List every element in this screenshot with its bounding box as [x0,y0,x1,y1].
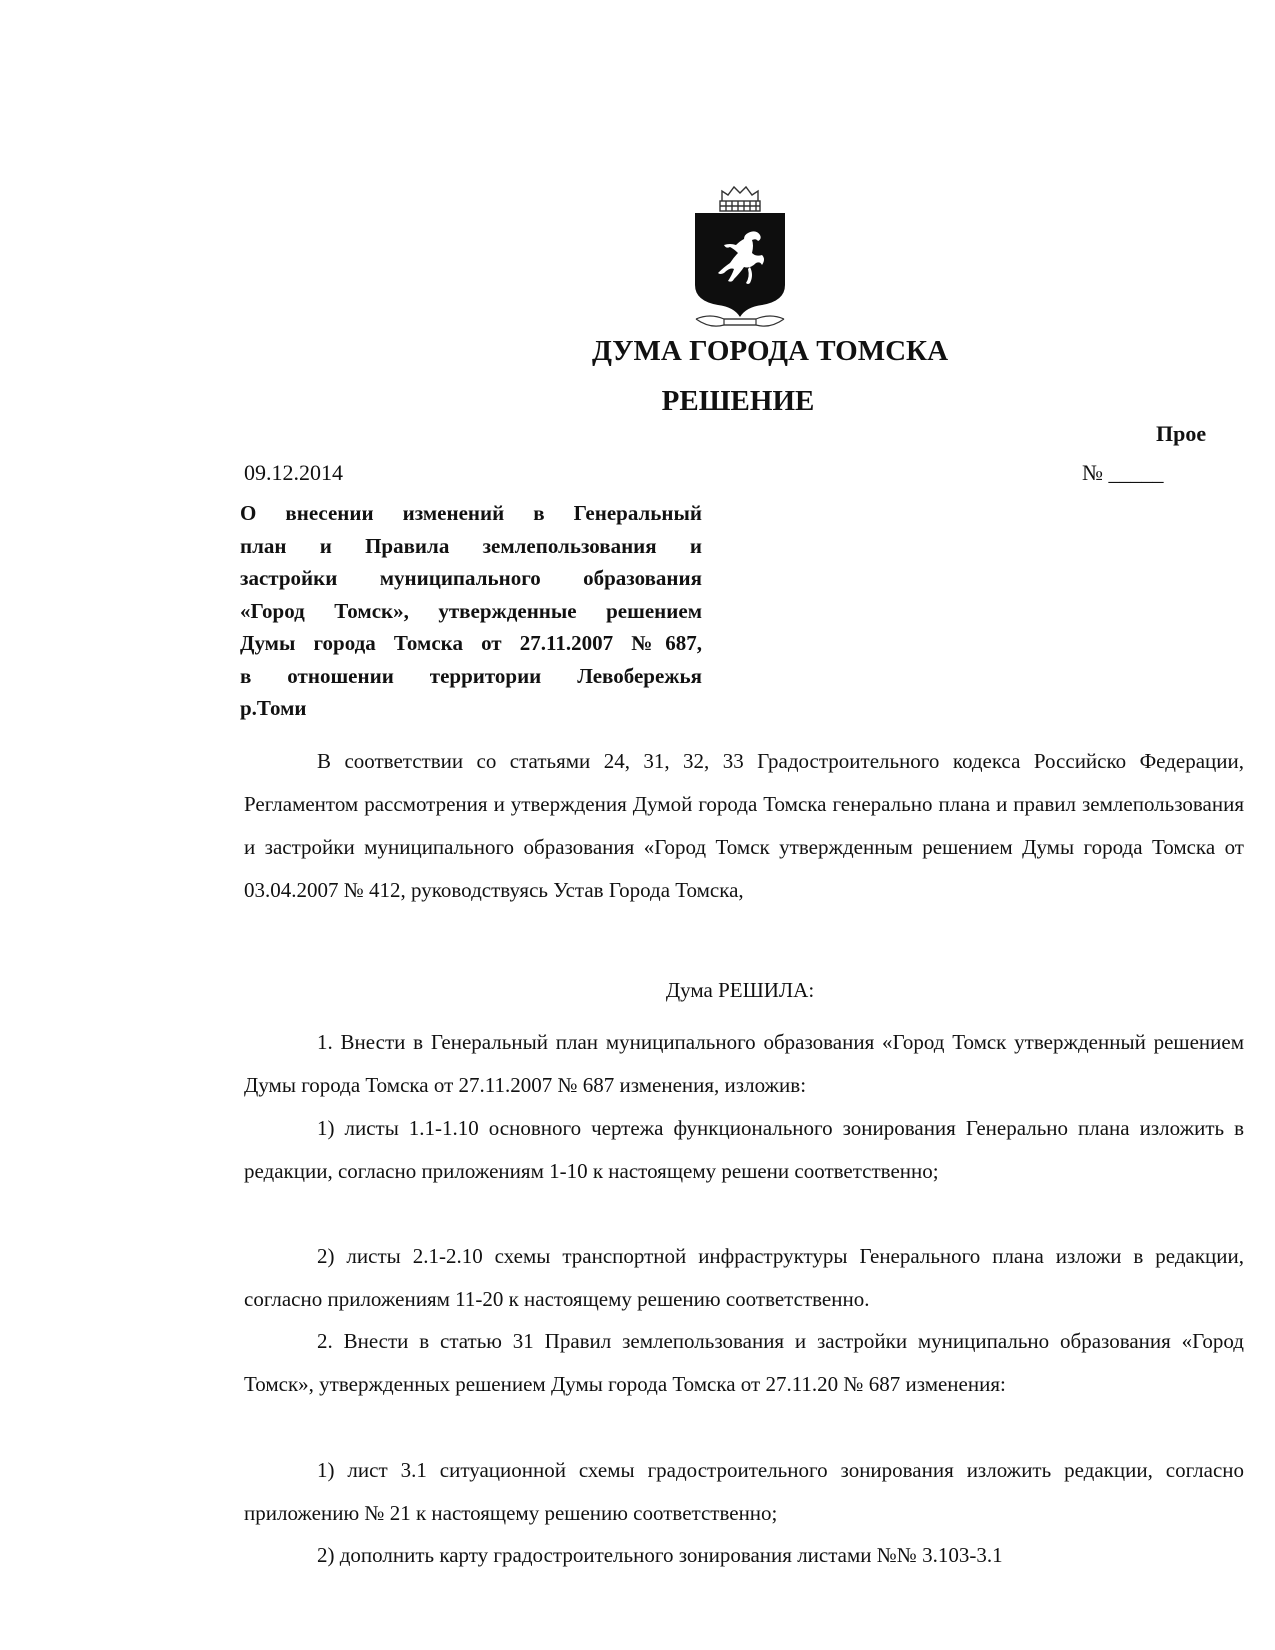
item-2-1-paragraph: 1) лист 3.1 ситуационной схемы градостроительного зонирования изложить редакции, согласно приложению № 21 к настоящему решению соответственно; [244,1458,1244,1525]
subject-line: застройки муниципального образования [240,566,702,590]
item-1-paragraph: 1. Внести в Генеральный план муниципального образования «Город Томск утвержденный решением Думы города Томска от 27.11.2007 № 687 изменения, изложив: [244,1030,1244,1097]
document-subject [240,497,702,725]
document-date: 09.12.2014 [244,460,343,485]
coat-of-arms-icon [690,183,790,335]
subject-line: р.Томи [240,696,307,720]
item-1-1-paragraph: 1) листы 1.1-1.10 основного чертежа функционального зонирования Генерально плана изложить в редакции, согласно приложениям 1-10 к настоящему решени соответственно; [244,1116,1244,1183]
item-1-2-paragraph: 2) листы 2.1-2.10 схемы транспортной инфраструктуры Генерального плана изложи в редакции, согласно приложениям 11-20 к настоящему решению соответственно. [244,1244,1244,1311]
organization-name: ДУМА ГОРОДА ТОМСКА [591,335,949,367]
item-2-paragraph: 2. Внести в статью 31 Правил землепользования и застройки муниципально образования «Город Томск», утвержденных решением Думы города Томска от 27.11.20 № 687 изменения: [244,1329,1244,1396]
document-number: № _____ [1082,460,1164,485]
subject-line: план и Правила землепользования и [240,533,702,558]
subject-line: в отношении территории Левобережья [240,663,702,688]
document-type: РЕШЕНИЕ [661,385,815,417]
preamble-paragraph: В соответствии со статьями 24, 31, 32, 33 Градостроительного кодекса Российско Федерации, Регламентом рассмотрения и утверждения Думой города Томска генерально плана и правил землепользования и застройки муниципального образования «Город Томск утвержденным решением Думы города Томска от 03.04.2007 № 412, руководствуясь Устав Города Томска, [244,749,1244,902]
draft-mark: Прое [1156,421,1207,446]
decided-heading: Дума РЕШИЛА: [665,978,815,1002]
subject-line: «Город Томск», утвержденные решением [240,598,702,623]
subject-line: О внесении изменений в Генеральный [240,501,702,525]
subject-line: Думы города Томска от 27.11.2007 №687, [240,631,702,655]
item-2-2-paragraph: 2) дополнить карту градостроительного зонирования листами №№ 3.103-3.1 [317,1543,1003,1567]
